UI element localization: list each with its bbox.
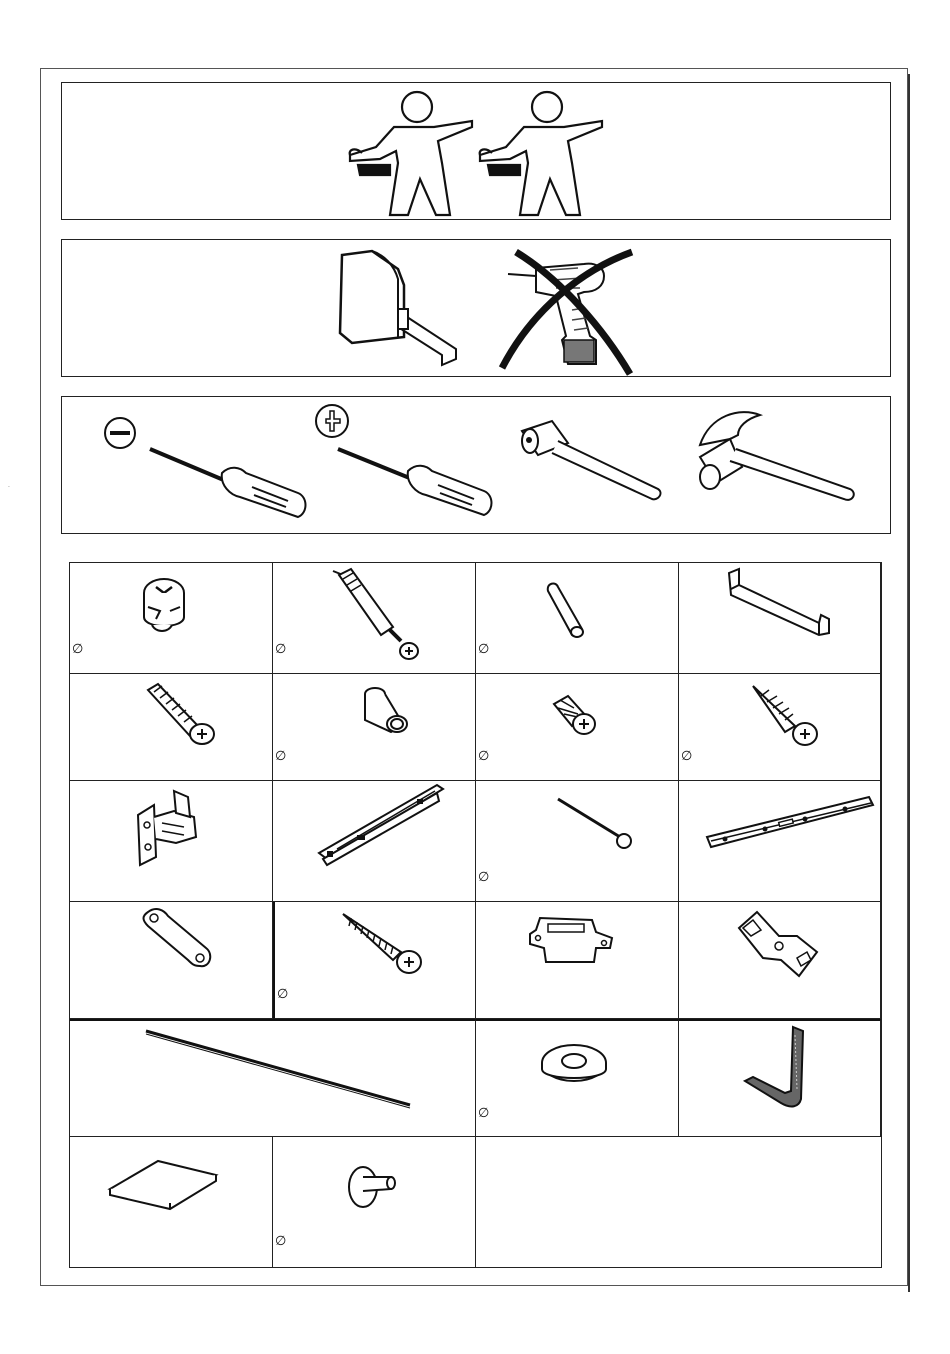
washer-icon [536,1037,616,1097]
short-screw-icon [550,694,610,744]
part-cell-short-screw [476,674,679,781]
long-screw-icon [341,912,431,982]
diameter-label: ∅ [478,1106,490,1121]
tools-panel [61,396,891,534]
part-cell-ball-slide [679,781,881,902]
part-cell-drawer-slide [273,781,476,902]
claw-hammer-icon [690,405,870,505]
part-cell-cam-lock [70,563,273,674]
diameter-label: ∅ [275,749,287,764]
diameter-label: ∅ [681,749,693,764]
cam-bolt-icon [329,567,429,667]
machine-screw-icon [144,684,224,754]
nail-icon [556,797,636,857]
diameter-label: ∅ [275,1234,287,1249]
page-edge [908,74,910,1292]
no-power-drill-icon [492,240,642,378]
diameter-label: ∅ [478,870,490,885]
handle-icon [725,567,835,637]
part-cell-handle [679,563,881,674]
part-cell-l-key [679,1019,881,1137]
part-cell-magnetic-catch [476,902,679,1019]
tape-measure-icon [332,245,472,375]
part-cell-nail [476,781,679,902]
part-cell-shelf-bracket [679,902,881,1019]
part-cell-rod [70,1019,476,1137]
part-cell-felt-pad [70,1137,273,1267]
shelf-support-icon [347,1157,407,1227]
connector-plate-icon [140,906,220,976]
phillips-screwdriver-icon [312,403,502,523]
drawer-slide-icon [317,781,447,867]
ball-bearing-slide-icon [705,795,875,855]
diameter-label: ∅ [277,987,289,1002]
felt-pad-icon [106,1159,226,1209]
diameter-label: ∅ [478,642,490,657]
hinge-icon [134,787,214,877]
part-cell-sleeve [273,674,476,781]
rod-icon [144,1029,414,1109]
wood-dowel-icon [542,581,602,641]
l-key-icon [741,1025,821,1105]
plastic-sleeve-icon [359,684,419,744]
part-cell-hinge [70,781,273,902]
hardware-grid [69,562,882,1268]
cam-lock-icon [134,571,204,641]
stray-mark: . [8,482,10,489]
part-cell-wood-screw [679,674,881,781]
part-cell-dowel [476,563,679,674]
part-cell-connector-plate [70,902,273,1019]
shelf-bracket-icon [735,906,835,986]
part-cell-shelf-support [273,1137,476,1267]
part-cell-machine-screw [70,674,273,781]
diameter-label: ∅ [275,642,287,657]
part-cell-long-screw [273,902,476,1019]
magnetic-catch-icon [526,910,626,970]
two-person-assembly-icon [342,83,612,221]
two-person-panel [61,82,891,220]
measure-panel [61,239,891,377]
rubber-mallet-icon [518,415,668,515]
part-cell-cam-bolt [273,563,476,674]
diameter-label: ∅ [72,642,84,657]
empty-cell [476,1137,881,1267]
flathead-screwdriver-icon [102,415,312,525]
diameter-label: ∅ [478,749,490,764]
wood-screw-icon [751,684,831,754]
part-cell-washer [476,1019,679,1137]
